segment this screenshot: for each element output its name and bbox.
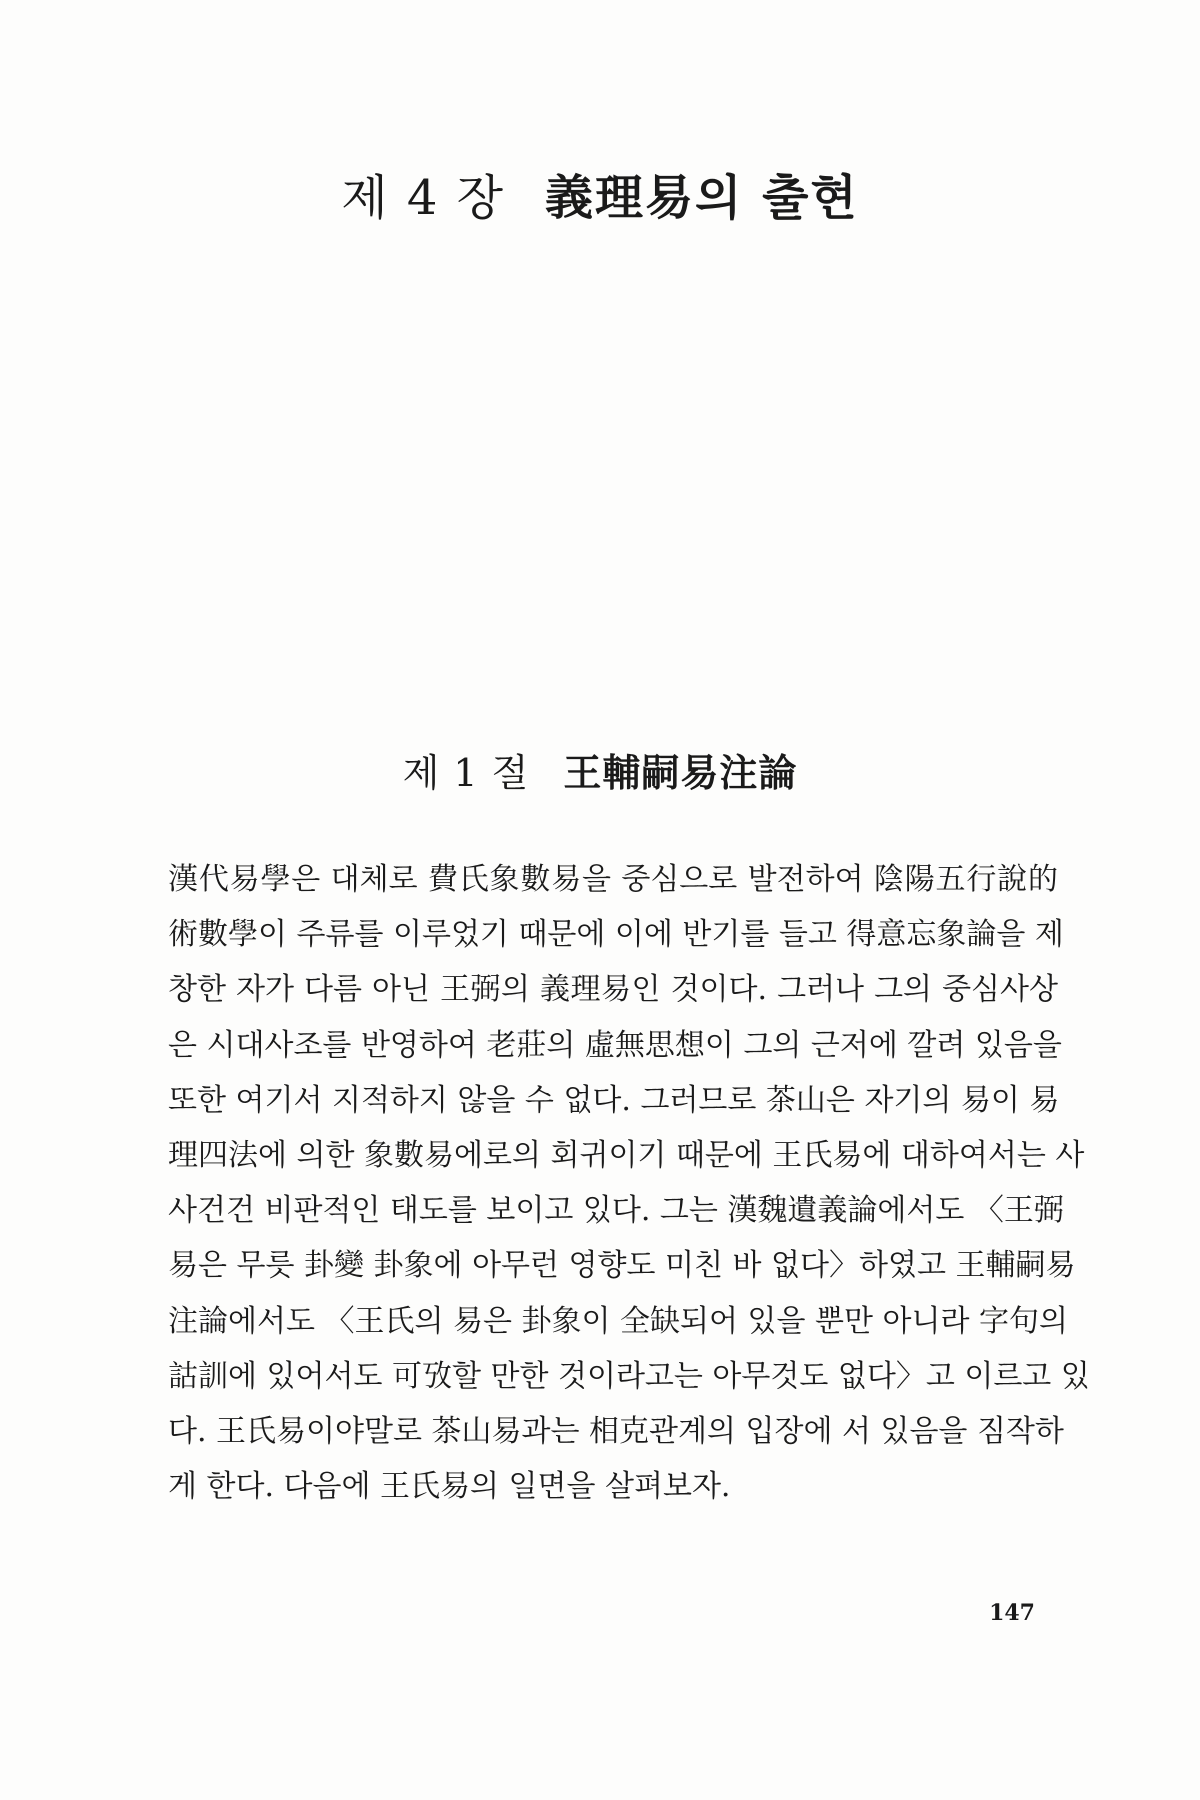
body-line: 창한 자가 다름 아닌 王弼의 義理易인 것이다. 그러나 그의 중심사상	[168, 972, 1058, 1008]
page-number: 147	[989, 1600, 1035, 1626]
section-heading	[0, 748, 1200, 798]
body-line: 또한 여기서 지적하지 않을 수 없다. 그러므로 茶山은 자기의 易이 易	[168, 1082, 1060, 1118]
body-line: 漢代易學은 대체로 費氏象數易을 중심으로 발전하여 陰陽五行說的	[168, 862, 1058, 897]
body-line: 術數學이 주류를 이루었기 때문에 이에 반기를 들고 得意忘象論을 제	[168, 917, 1064, 953]
chapter-heading	[0, 168, 1200, 228]
body-line: 易은 무릇 卦變 卦象에 아무런 영향도 미친 바 없다〉하였고 王輔嗣易	[168, 1248, 1076, 1284]
body-line: 注論에서도 〈王氏의 易은 卦象이 全缺되어 있을 뿐만 아니라 字句의	[168, 1303, 1068, 1339]
chapter-number: 제 4 장	[341, 170, 505, 226]
section-title: 王輔嗣易注論	[563, 750, 798, 795]
body-line: 詁訓에 있어서도 可攷할 만한 것이라고는 아무것도 없다〉고 이르고 있	[168, 1358, 1090, 1394]
body-line: 다. 王氏易이야말로 茶山易과는 相克관계의 입장에 서 있음을 짐작하	[168, 1414, 1064, 1450]
body-line: 게 한다. 다음에 王氏易의 일면을 살펴보자.	[168, 1469, 731, 1505]
section-number: 제 1 절	[402, 751, 530, 795]
body-line: 은 시대사조를 반영하여 老莊의 虛無思想이 그의 근저에 깔려 있음을	[168, 1027, 1062, 1063]
body-paragraph	[168, 852, 1090, 1514]
body-line: 理四法에 의한 象數易에로의 회귀이기 때문에 王氏易에 대하여서는 사	[168, 1138, 1085, 1174]
body-line: 사건건 비판적인 태도를 보이고 있다. 그는 漢魏遺義論에서도 〈王弼	[168, 1193, 1064, 1229]
chapter-title: 義理易의 출현	[544, 170, 859, 226]
